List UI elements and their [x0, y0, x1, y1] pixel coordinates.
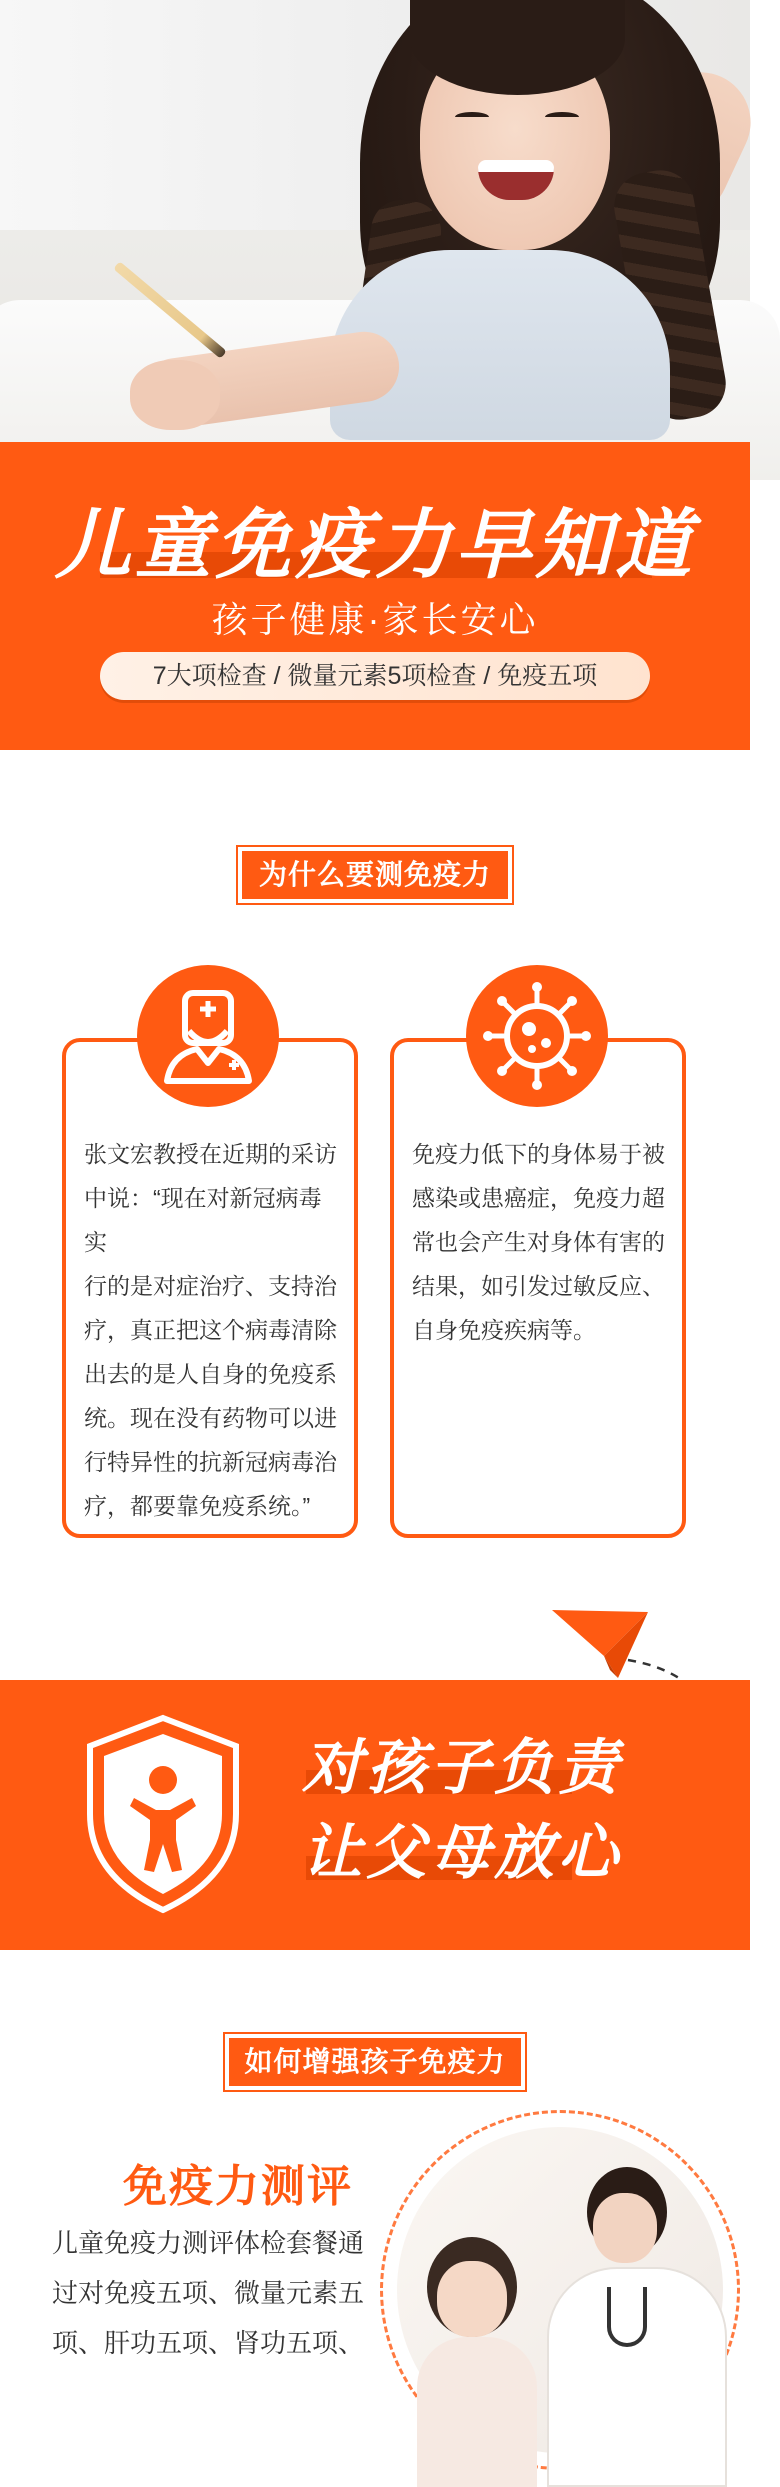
text-line: 统。现在没有药物可以进 — [84, 1405, 337, 1431]
text-line: 过对免疫五项、微量元素五 — [52, 2278, 365, 2308]
text-line: 感染或患癌症，免疫力超 — [412, 1185, 665, 1211]
text-line: 结果，如引发过敏反应、 — [412, 1273, 665, 1299]
girl-eye-left — [455, 112, 489, 122]
text-line: 行特异性的抗新冠病毒治 — [84, 1449, 337, 1475]
info-card-virus — [390, 1038, 686, 1538]
checkup-items-pill: 7大项检查 / 微量元素5项检查 / 免疫五项 — [100, 652, 650, 700]
why-heading: 为什么要测免疫力 — [242, 851, 508, 899]
text-line: 出去的是人自身的免疫系 — [84, 1361, 337, 1387]
info-card-text — [412, 1132, 672, 1352]
doctor-child-photo-frame — [380, 2110, 740, 2470]
text-line: 自身免疫疾病等。 — [412, 1317, 596, 1343]
hero-photo — [0, 0, 750, 442]
doctor-with-child-photo — [397, 2127, 723, 2453]
text-line: 疗，真正把这个病毒清除 — [84, 1317, 337, 1343]
text-line: 中说：“现在对新冠病毒实 — [84, 1185, 322, 1255]
shield-child-icon — [78, 1710, 248, 1920]
info-card-text — [84, 1132, 344, 1528]
why-heading-box — [236, 845, 514, 905]
page-title: 儿童免疫力早知道 — [55, 500, 695, 589]
how-heading: 如何增强孩子免疫力 — [229, 2038, 521, 2086]
eval-title: 免疫力测评 — [123, 2162, 353, 2211]
text-line: 张文宏教授在近期的采访 — [84, 1141, 337, 1167]
promise-line-2: 让父母放心 — [302, 1818, 622, 1888]
title-banner — [0, 442, 750, 750]
text-line: 疗，都要靠免疫系统。” — [84, 1493, 311, 1519]
info-card-doctor — [62, 1038, 358, 1538]
virus-icon — [466, 965, 608, 1107]
text-line: 项、肝功五项、肾功五项、 — [52, 2328, 365, 2358]
girl-eye-right — [545, 112, 579, 122]
promise-strip — [0, 1680, 750, 1950]
text-line: 行的是对症治疗、支持治 — [84, 1273, 337, 1299]
text-line: 免疫力低下的身体易于被 — [412, 1141, 665, 1167]
eval-text — [52, 2218, 372, 2368]
how-heading-box — [223, 2032, 527, 2092]
text-line: 常也会产生对身体有害的 — [412, 1229, 665, 1255]
banner-subtitle: 孩子健康·家长安心 — [211, 599, 539, 640]
promise-line-1: 对孩子负责 — [302, 1733, 622, 1803]
doctor-icon — [137, 965, 279, 1107]
girl-hand — [130, 360, 220, 430]
text-line: 儿童免疫力测评体检套餐通 — [52, 2228, 365, 2258]
